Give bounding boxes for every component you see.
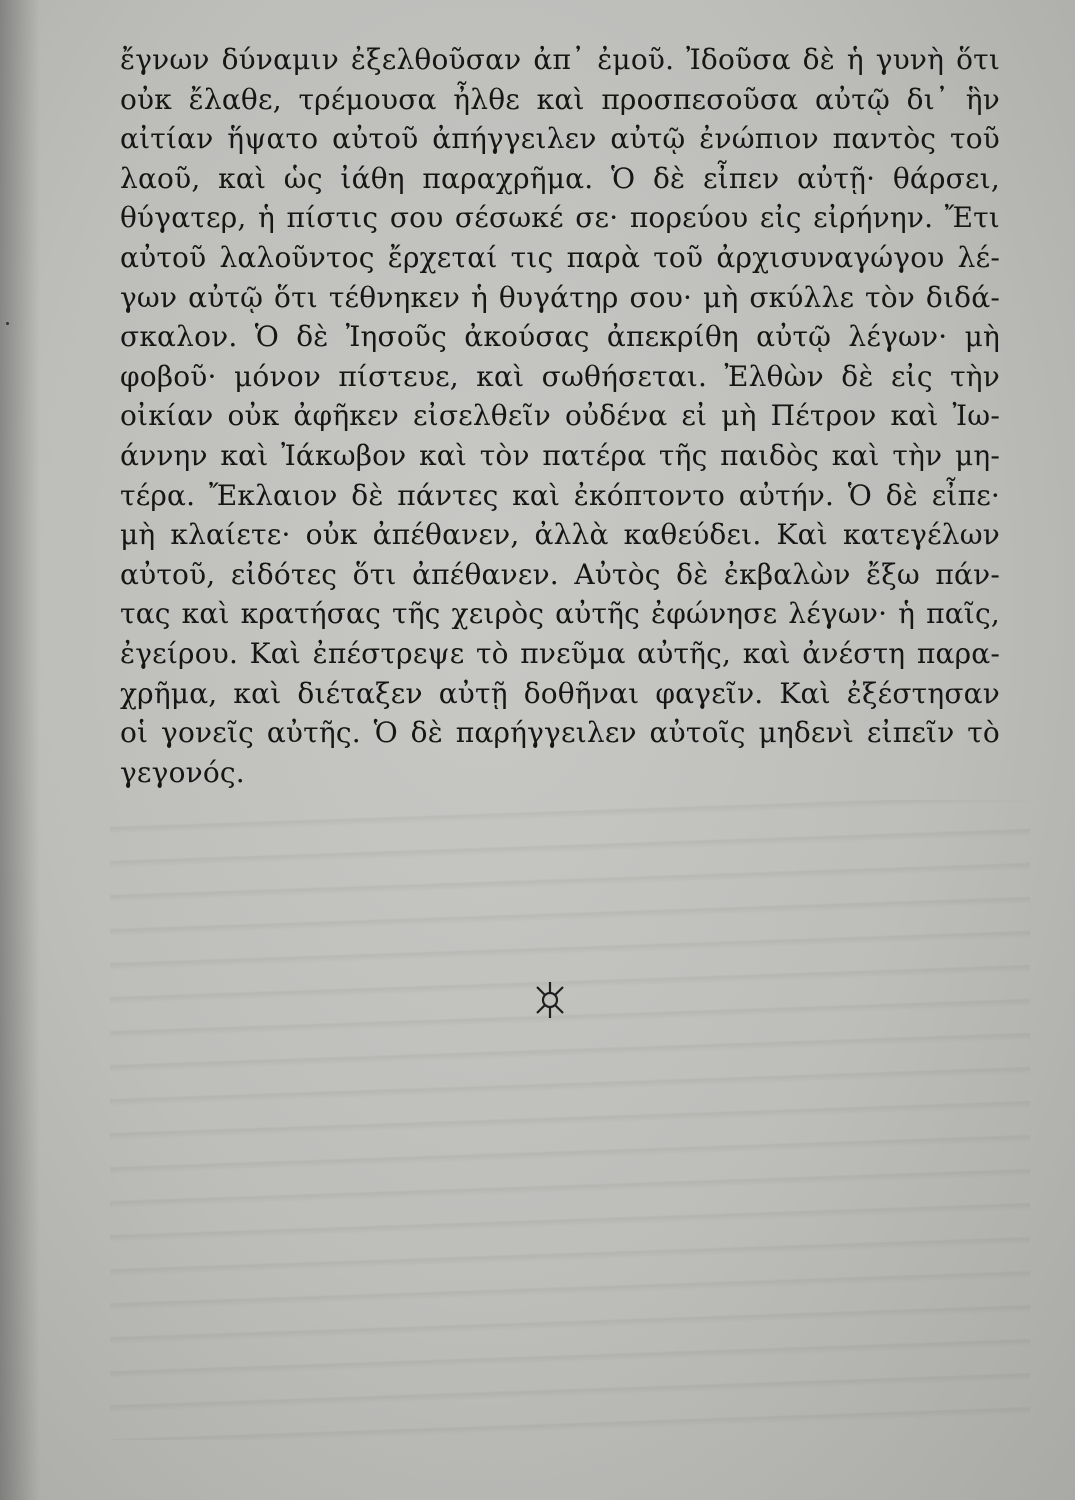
- text-line: οἰκίαν οὐκ ἀφῆκεν εἰσελθεῖν οὐδένα εἰ μὴ Πέτρον καὶ Ἰω-: [120, 399, 1000, 433]
- text-line: αἰτίαν ἥψατο αὐτοῦ ἀπήγγειλεν αὐτῷ ἐνώπιον παντὸς τοῦ: [120, 122, 1000, 156]
- text-line: γων αὐτῷ ὅτι τέθνηκεν ἡ θυγάτηρ σου· μὴ σκύλλε τὸν διδά-: [120, 280, 1000, 314]
- text-line: τέρα. Ἔκλαιον δὲ πάντες καὶ ἐκόπτοντο αὐτήν. Ὁ δὲ εἶπε·: [120, 478, 1000, 512]
- text-line: φοβοῦ· μόνον πίστευε, καὶ σωθήσεται. Ἐλθὼν δὲ εἰς τὴν: [120, 359, 1000, 393]
- text-line: χρῆμα, καὶ διέταξεν αὐτῇ δοθῆναι φαγεῖν. Καὶ ἐξέστησαν: [120, 676, 1000, 710]
- margin-speck: [6, 322, 9, 325]
- text-line: τας καὶ κρατήσας τῆς χειρὸς αὐτῆς ἐφώνησε λέγων· ἡ παῖς,: [120, 597, 1000, 631]
- text-line: μὴ κλαίετε· οὐκ ἀπέθανεν, ἀλλὰ καθεύδει. Καὶ κατεγέλων: [120, 518, 1000, 552]
- text-line: σκαλον. Ὁ δὲ Ἰησοῦς ἀκούσας ἀπεκρίθη αὐτῷ λέγων· μὴ: [120, 320, 1000, 354]
- text-line: άννην καὶ Ἰάκωβον καὶ τὸν πατέρα τῆς παιδὸς καὶ τὴν μη-: [120, 438, 1000, 472]
- bleed-through-text: [110, 800, 1030, 1440]
- star-ornament-icon: [528, 978, 572, 1022]
- text-line: αὐτοῦ, εἰδότες ὅτι ἀπέθανεν. Αὐτὸς δὲ ἐκβαλὼν ἔξω πάν-: [120, 557, 1000, 591]
- text-line: γεγονός.: [120, 755, 245, 789]
- text-line: ἔγνων δύναμιν ἐξελθοῦσαν ἀπ᾿ ἐμοῦ. Ἰδοῦσα δὲ ἡ γυνὴ ὅτι: [120, 43, 1000, 76]
- text-line: οἱ γονεῖς αὐτῆς. Ὁ δὲ παρήγγειλεν αὐτοῖς μηδενὶ εἰπεῖν τὸ: [120, 716, 1000, 750]
- text-line: αὐτοῦ λαλοῦντος ἔρχεταί τις παρὰ τοῦ ἀρχισυναγώγου λέ-: [120, 240, 1000, 274]
- text-line: ἐγείρου. Καὶ ἐπέστρεψε τὸ πνεῦμα αὐτῆς, καὶ ἀνέστη παρα-: [120, 636, 1000, 670]
- text-line: θύγατερ, ἡ πίστις σου σέσωκέ σε· πορεύου εἰς εἰρήνην. Ἔτι: [120, 201, 1000, 235]
- text-line: οὐκ ἔλαθε, τρέμουσα ἦλθε καὶ προσπεσοῦσα αὐτῷ δι᾿ ἣν: [120, 82, 1000, 116]
- text-line: λαοῦ, καὶ ὡς ἰάθη παραχρῆμα. Ὁ δὲ εἶπεν αὐτῇ· θάρσει,: [120, 161, 1000, 195]
- binding-shadow: [0, 0, 40, 1500]
- greek-text-block: [120, 40, 1000, 792]
